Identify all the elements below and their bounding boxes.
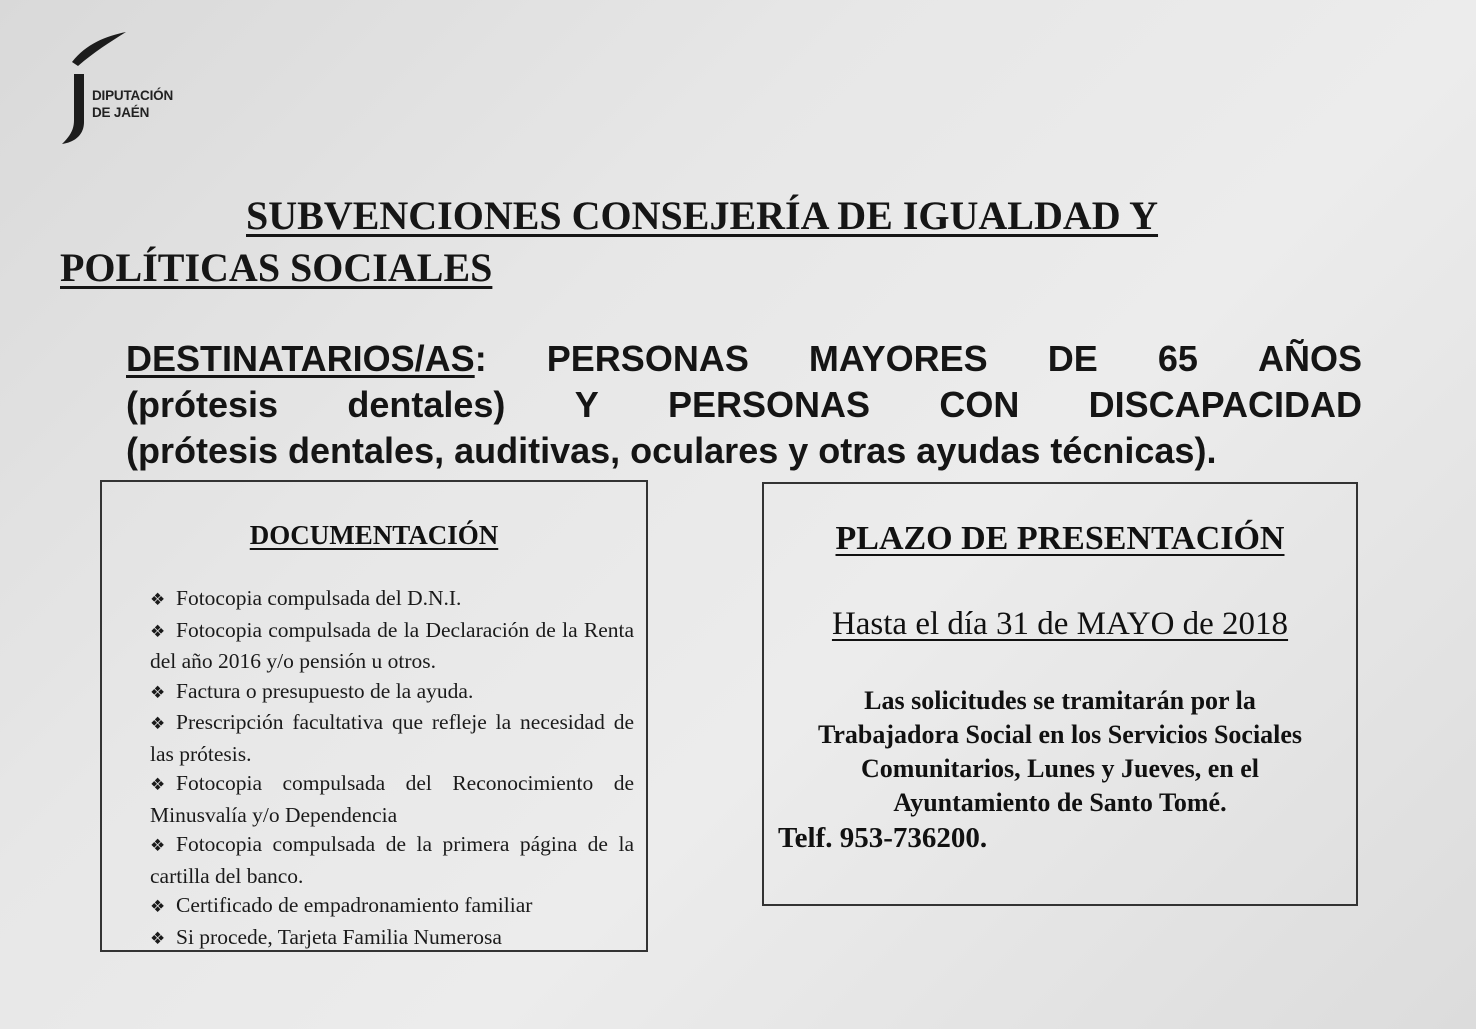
documentacion-item [150, 584, 634, 616]
plazo-info: Las solicitudes se tramitarán por la Trabajadora Social en los Servicios Sociales Comunitarios, Lunes y Jueves, en el Ayuntamiento de Santo Tomé. [817, 686, 1303, 817]
destinatarios-row-3 [126, 428, 1362, 474]
documentacion-item-text: Factura o presupuesto de la ayuda. [176, 678, 474, 703]
documentacion-item [150, 891, 634, 923]
documentacion-item [150, 923, 634, 955]
documentacion-item [150, 616, 634, 677]
destinatarios-row-2-word: (prótesis [126, 384, 279, 425]
destinatarios-row-1-word: MAYORES [808, 338, 988, 379]
destinatarios-row-1-word: AÑOS [1257, 338, 1362, 379]
documentacion-item-text: Fotocopia compulsada del D.N.I. [176, 586, 462, 610]
diamond-bullet-icon: ❖ [150, 836, 166, 856]
destinatarios-row-1-word: 65 [1157, 338, 1198, 379]
logo-text [92, 87, 173, 121]
logo-line-2: DE JAÉN [92, 105, 150, 120]
documentacion-item-text: Si procede, Tarjeta Familia Numerosa [176, 924, 502, 949]
documentacion-item-text: Prescripción facultativa que refleje la necesidad de las prótesis. [150, 710, 634, 766]
documentacion-box [100, 480, 648, 952]
destinatarios-row-2-word: Y [574, 384, 599, 425]
plazo-box [762, 482, 1358, 906]
diamond-bullet-icon: ❖ [150, 928, 166, 949]
documentacion-title-text: DOCUMENTACIÓN [249, 520, 499, 550]
destinatarios-row-2-word: PERSONAS [668, 384, 871, 425]
documentacion-item [150, 708, 634, 769]
destinatarios-row-2-word: DISCAPACIDAD [1088, 384, 1362, 425]
documentacion-item-text: Fotocopia compulsada de la Declaración de la Renta del año 2016 y/o pensión u otros. [150, 617, 634, 673]
title-line-1: SUBVENCIONES CONSEJERÍA DE IGUALDAD Y [246, 193, 1159, 238]
diamond-bullet-icon: ❖ [150, 590, 166, 610]
destinatarios-row-2 [126, 382, 1362, 428]
diamond-bullet-icon: ❖ [150, 682, 166, 703]
documentacion-title [102, 520, 646, 551]
destinatarios-row-3-text: (prótesis dentales, auditivas, oculares y otras ayudas técnicas). [126, 430, 1217, 471]
plazo-date-text: Hasta el día 31 de MAYO de 2018 [831, 606, 1289, 642]
plazo-title-text: PLAZO DE PRESENTACIÓN [835, 520, 1285, 557]
diamond-bullet-icon: ❖ [150, 714, 166, 734]
destinatarios-section [126, 336, 1362, 474]
documentacion-item [150, 769, 634, 830]
destinatarios-row-1: DESTINATARIOS/AS: PERSONAS MAYORES DE 65 AÑOS [126, 336, 1362, 382]
logo-line-1: DIPUTACIÓN [92, 88, 173, 103]
destinatarios-label: DESTINATARIOS/AS [126, 338, 475, 379]
plazo-date [764, 606, 1356, 643]
destinatarios-row-1-word: DE [1047, 338, 1098, 379]
diamond-bullet-icon: ❖ [150, 775, 166, 795]
diamond-bullet-icon: ❖ [150, 897, 166, 917]
documentacion-item-text: Certificado de empadronamiento familiar [176, 893, 533, 917]
destinatarios-row-2-word: dentales) [347, 384, 506, 425]
title-line-2: POLÍTICAS SOCIALES [60, 245, 493, 290]
diputacion-jaen-logo [58, 30, 218, 150]
documentacion-item-text: Fotocopia compulsada del Reconocimiento de Minusvalía y/o Dependencia [150, 771, 634, 827]
documentacion-item [150, 830, 634, 891]
plazo-title [764, 520, 1356, 558]
plazo-phone: Telf. 953-736200. [778, 822, 988, 854]
documentacion-list [150, 584, 634, 954]
page-title [60, 190, 1280, 294]
destinatarios-row-2-word: CON [939, 384, 1020, 425]
documentacion-item [150, 677, 634, 709]
diamond-bullet-icon: ❖ [150, 621, 166, 642]
documentacion-item-text: Fotocopia compulsada de la primera página de la cartilla del banco. [150, 832, 634, 888]
destinatarios-row-1-word: PERSONAS [546, 338, 749, 379]
